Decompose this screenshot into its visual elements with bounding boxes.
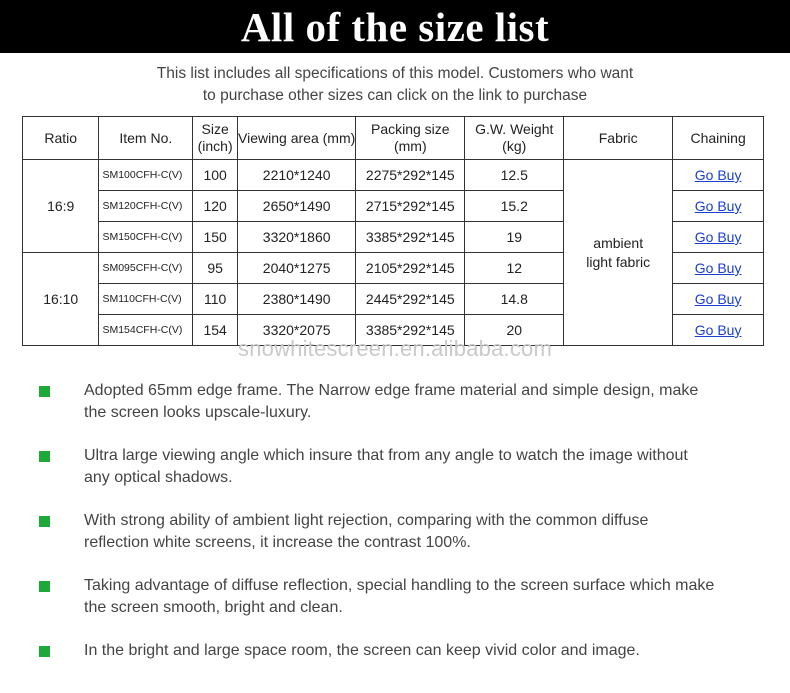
fabric-cell <box>564 160 673 346</box>
chaining-cell <box>673 253 764 284</box>
fabric-line-2: light fabric <box>586 253 651 270</box>
header-item-no: Item No. <box>99 117 193 160</box>
feature-text <box>84 380 774 424</box>
header-packing-size: Packing size (mm) <box>356 117 465 160</box>
packing-size-cell: 2715*292*145 <box>356 191 465 222</box>
intro-text <box>0 63 790 107</box>
header-viewing-area: Viewing area (mm) <box>238 117 356 160</box>
feature-line: the screen smooth, bright and clean. <box>84 599 343 616</box>
feature-line: the screen looks upscale-luxury. <box>84 404 312 421</box>
feature-line: Adopted 65mm edge frame. The Narrow edge frame material and simple design, make <box>84 382 699 399</box>
table-row <box>23 160 764 191</box>
go-buy-link[interactable]: Go Buy <box>694 291 742 307</box>
header-fabric: Fabric <box>564 117 673 160</box>
item-no-cell: SM120CFH-C(V) <box>99 191 193 222</box>
size-cell: 100 <box>193 160 238 191</box>
chaining-cell <box>673 222 764 253</box>
green-square-bullet-icon <box>39 386 50 397</box>
item-no-cell: SM154CFH-C(V) <box>99 315 193 346</box>
table-header-row <box>23 117 764 160</box>
packing-size-cell: 3385*292*145 <box>356 315 465 346</box>
feature-text <box>84 575 774 619</box>
green-square-bullet-icon <box>39 516 50 527</box>
header-weight: G.W. Weight (kg) <box>465 117 564 160</box>
feature-line: In the bright and large space room, the screen can keep vivid color and image. <box>84 642 640 659</box>
viewing-area-cell: 2040*1275 <box>238 253 356 284</box>
weight-cell: 19 <box>465 222 564 253</box>
go-buy-link[interactable]: Go Buy <box>694 229 742 245</box>
item-no-cell: SM095CFH-C(V) <box>99 253 193 284</box>
chaining-cell <box>673 191 764 222</box>
green-square-bullet-icon <box>39 646 50 657</box>
green-square-bullet-icon <box>39 451 50 462</box>
feature-line: any optical shadows. <box>84 469 233 486</box>
feature-line: reflection white screens, it increase the contrast 100%. <box>84 534 471 551</box>
intro-line-2: to purchase other sizes can click on the link to purchase <box>202 87 588 104</box>
packing-size-cell: 3385*292*145 <box>356 222 465 253</box>
watermark: snowhitescreen.en.alibaba.com <box>238 336 552 361</box>
title-banner <box>0 0 790 53</box>
weight-cell: 15.2 <box>465 191 564 222</box>
chaining-cell <box>673 284 764 315</box>
size-cell: 120 <box>193 191 238 222</box>
feature-line: With strong ability of ambient light rejection, comparing with the common diffuse <box>84 512 649 529</box>
go-buy-link[interactable]: Go Buy <box>694 167 742 183</box>
chaining-cell <box>673 160 764 191</box>
feature-text <box>84 445 774 489</box>
ratio-group-cell: 16:10 <box>23 253 99 346</box>
size-cell: 110 <box>193 284 238 315</box>
header-size: Size (inch) <box>193 117 238 160</box>
go-buy-link[interactable]: Go Buy <box>694 198 742 214</box>
intro-line-1: This list includes all specifications of this model. Customers who want <box>156 65 634 82</box>
packing-size-cell: 2275*292*145 <box>356 160 465 191</box>
header-chaining: Chaining <box>673 117 764 160</box>
page-title: All of the size list <box>240 3 550 50</box>
feature-line: Taking advantage of diffuse reflection, special handling to the screen surface which make <box>84 577 715 594</box>
header-ratio: Ratio <box>23 117 99 160</box>
viewing-area-cell: 2380*1490 <box>238 284 356 315</box>
viewing-area-cell: 2650*1490 <box>238 191 356 222</box>
weight-cell: 12.5 <box>465 160 564 191</box>
item-no-cell: SM100CFH-C(V) <box>99 160 193 191</box>
size-cell: 154 <box>193 315 238 346</box>
ratio-group-cell: 16:9 <box>23 160 99 253</box>
packing-size-cell: 2105*292*145 <box>356 253 465 284</box>
weight-cell: 20 <box>465 315 564 346</box>
viewing-area-cell: 3320*1860 <box>238 222 356 253</box>
viewing-area-cell: 2210*1240 <box>238 160 356 191</box>
feature-text <box>84 640 774 662</box>
feature-line: Ultra large viewing angle which insure that from any angle to watch the image without <box>84 447 688 464</box>
weight-cell: 14.8 <box>465 284 564 315</box>
size-cell: 95 <box>193 253 238 284</box>
item-no-cell: SM110CFH-C(V) <box>99 284 193 315</box>
fabric-line-1: ambient <box>593 234 644 251</box>
viewing-area-cell: 3320*2075 <box>238 315 356 346</box>
feature-text <box>84 510 774 554</box>
green-square-bullet-icon <box>39 581 50 592</box>
go-buy-link[interactable]: Go Buy <box>694 260 742 276</box>
go-buy-link[interactable]: Go Buy <box>694 322 742 338</box>
size-spec-table <box>22 116 764 346</box>
size-cell: 150 <box>193 222 238 253</box>
packing-size-cell: 2445*292*145 <box>356 284 465 315</box>
item-no-cell: SM150CFH-C(V) <box>99 222 193 253</box>
weight-cell: 12 <box>465 253 564 284</box>
